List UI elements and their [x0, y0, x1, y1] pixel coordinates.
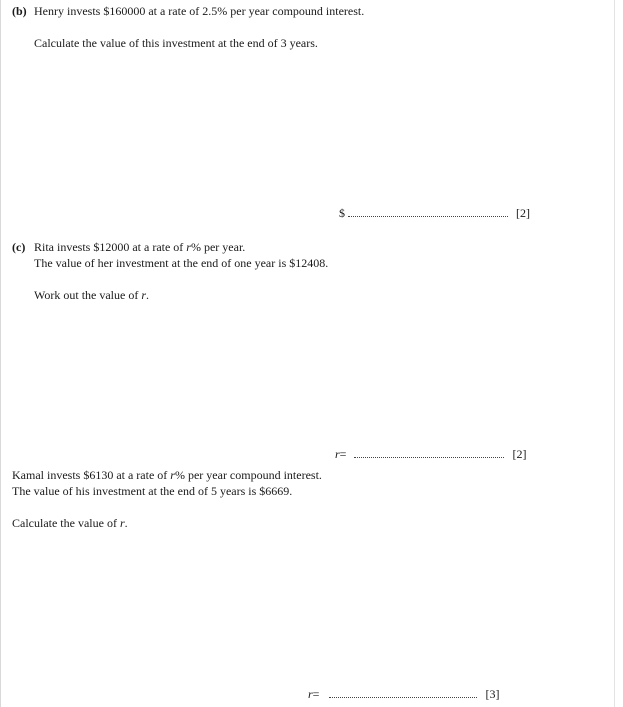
part-b-answer-field[interactable] — [348, 206, 508, 217]
kamal-answer-field[interactable] — [329, 687, 477, 698]
kamal-question-line1: Kamal invests $6130 at a rate of r% per year compound interest. — [12, 468, 322, 482]
part-c-label: (c) — [12, 240, 26, 254]
part-c-question-line1: Rita invests $12000 at a rate of r% per year. — [34, 240, 246, 254]
kamal-question-line2: The value of his investment at the end of 5 years is $6669. — [12, 484, 293, 498]
kamal-answer-eq: = — [312, 687, 320, 701]
part-c-marks: [2] — [512, 447, 527, 461]
part-b-marks: [2] — [516, 206, 530, 220]
part-b-answer-prefix: $ — [339, 206, 345, 220]
part-c-question-line3: Work out the value of r. — [34, 288, 150, 302]
page-right-border — [614, 0, 615, 707]
page-left-border — [0, 0, 1, 707]
part-c-answer-field[interactable] — [354, 447, 504, 458]
part-c-answer-eq: = — [339, 447, 347, 461]
kamal-answer-line — [308, 686, 499, 702]
part-b-question-line2: Calculate the value of this investment at the end of 3 years. — [34, 36, 318, 50]
part-b-label: (b) — [12, 4, 27, 18]
part-c-answer-var: r — [335, 447, 340, 461]
part-c-answer-line — [335, 446, 526, 462]
part-b-answer-line — [339, 205, 530, 221]
kamal-marks: [3] — [485, 687, 500, 701]
kamal-question-line3: Calculate the value of r. — [12, 516, 128, 530]
part-c-question-line2: The value of her investment at the end of one year is $12408. — [34, 256, 329, 270]
kamal-answer-var: r — [308, 687, 313, 701]
part-b-question-line1: Henry invests $160000 at a rate of 2.5% per year compound interest. — [34, 4, 365, 18]
